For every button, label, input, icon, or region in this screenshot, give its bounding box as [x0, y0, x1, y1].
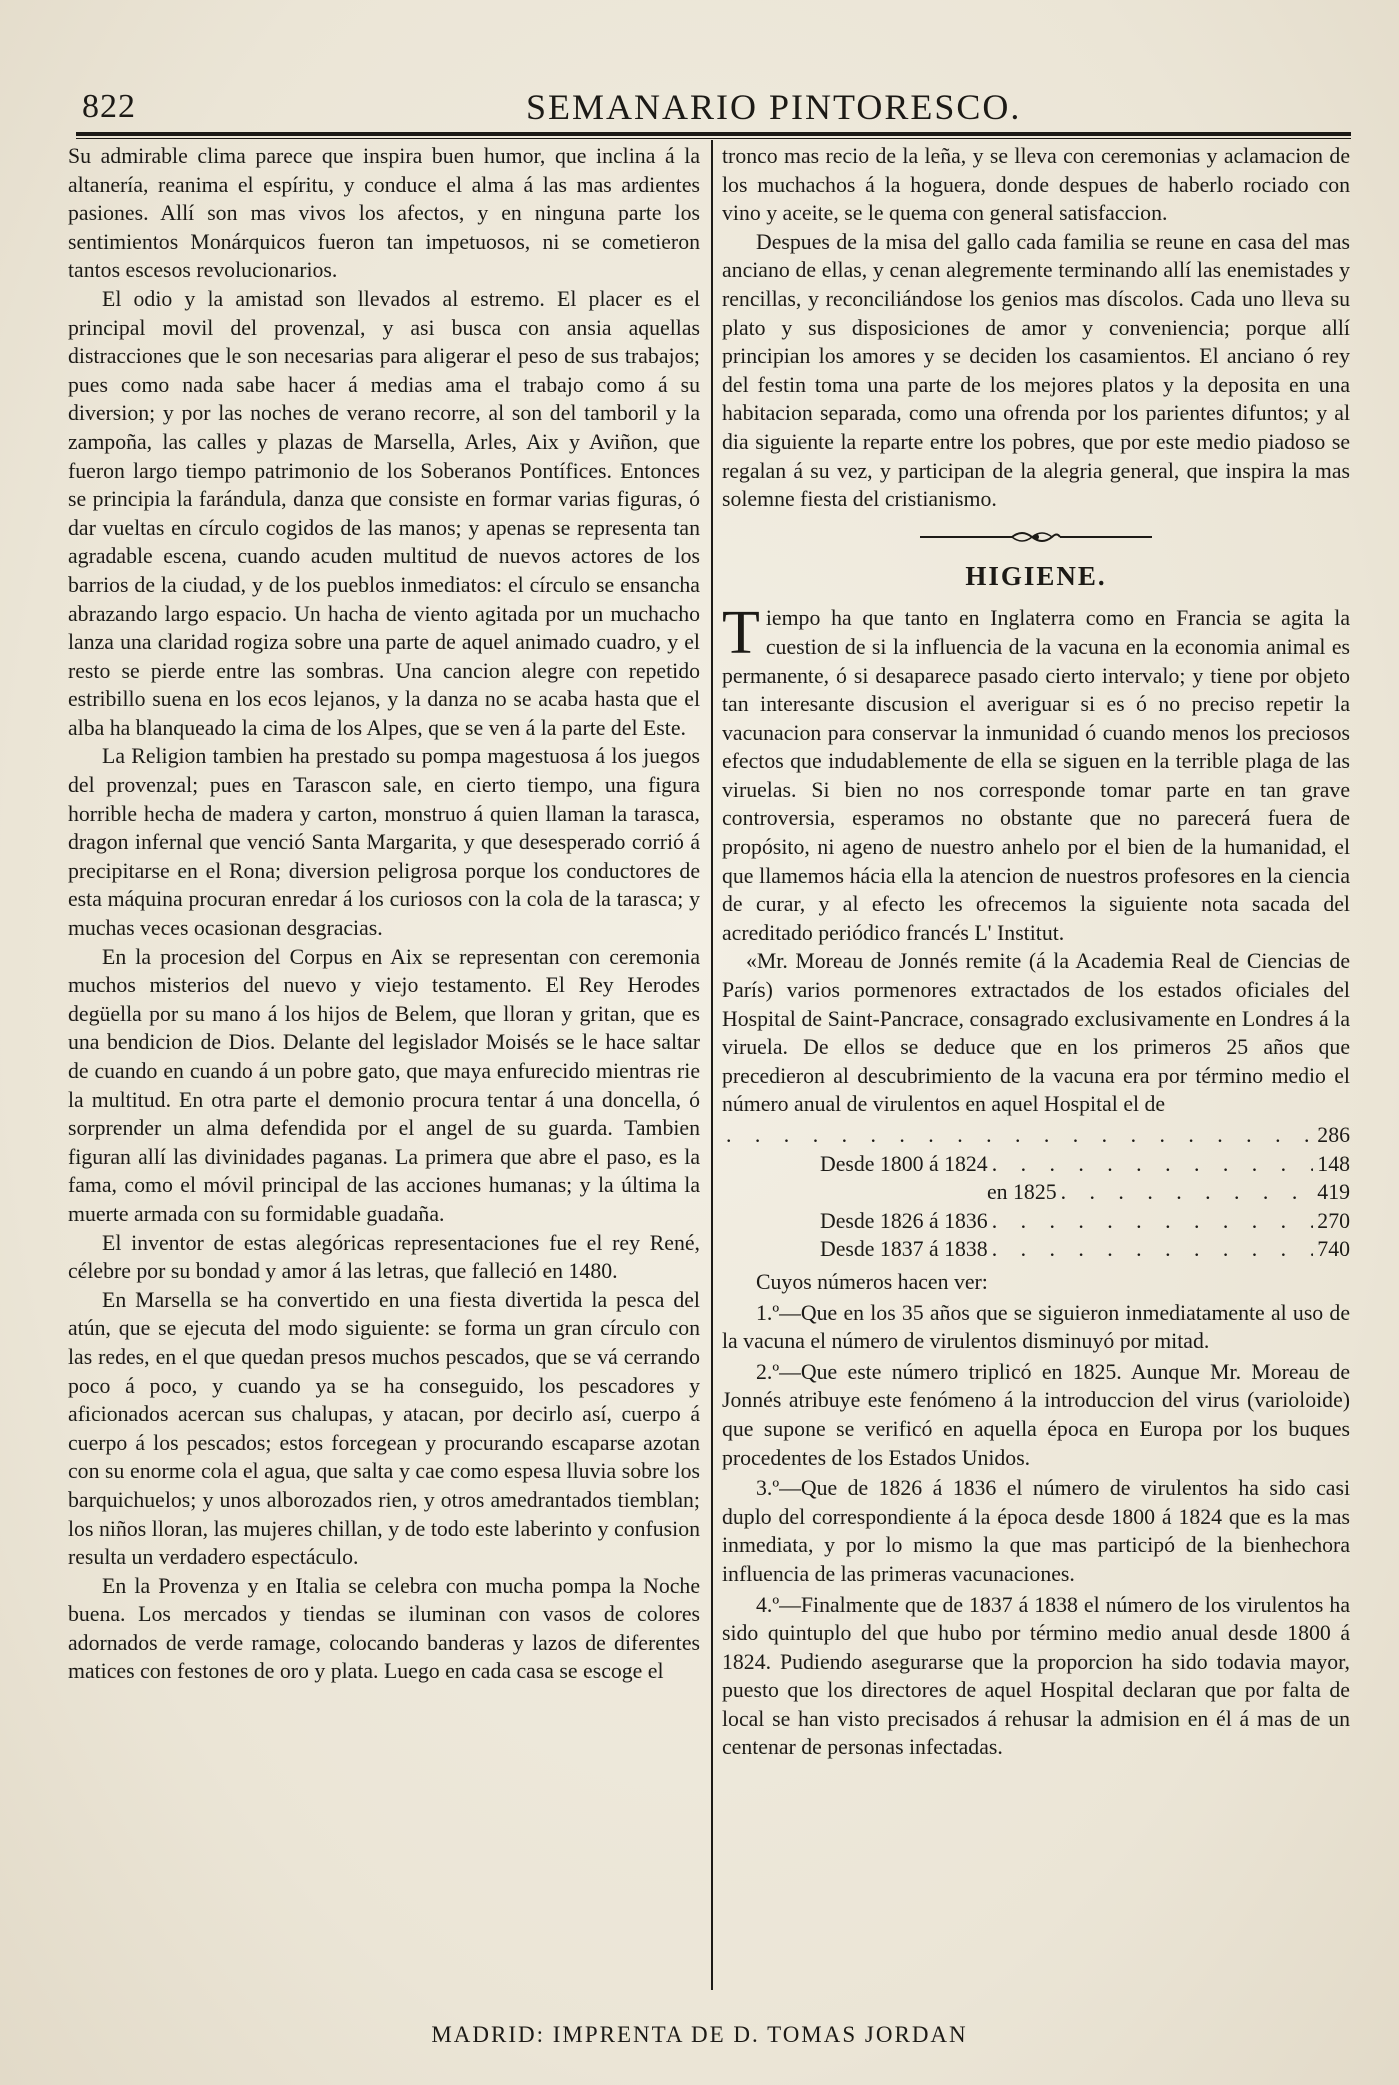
numbered-point: 4.º—Finalmente que de 1837 á 1838 el número de los virulentos ha sido quintuplo del que hubo por término medio anual desde 1800 á 1824. Pudiendo asegurarse que la proporcion ha sido todavia mayor, puesto que los directores de aquel Hospital declaran que por falta de local se han visto precisados á rehusar la admision en él á mas de un centenar de personas infectadas. — [722, 1592, 1350, 1760]
header-rule-thin — [76, 138, 1351, 139]
page-number: 822 — [82, 88, 136, 125]
left-column — [68, 142, 700, 1686]
first-paragraph-text: iempo ha que tanto en Inglaterra como en Francia se agita la cuestion de si la influencia de la vacuna en la economia animal es permanente, ó si desaparece pasado cierto intervalo; y tiene por objeto tan interesante discusion el averiguar si es ó no preciso repetir la vacunacion para conservar la inmunidad ó cuando menos los preciosos efectos que indudablemente de ella se siguen en la terrible plaga de las viruelas. Si bien no nos corresponde tomar parte en tan grave controversia, esperamos no obstante que no parecerá fuera de propósito, ni ageno de nuestro anhelo por el bien de la humanidad, el que llamemos hácia ella la atencion de nuestros profesores en la ciencia de curar, y al efecto les ofrecemos la siguiente nota sacada del acreditado periódico francés L' Institut. — [722, 606, 1350, 945]
stats-row — [722, 1150, 1350, 1179]
stats-value: 286 — [1317, 1123, 1350, 1147]
column-divider — [711, 140, 713, 1990]
imprint-footer: MADRID: IMPRENTA DE D. TOMAS JORDAN — [431, 2022, 968, 2047]
stats-row — [722, 1207, 1350, 1236]
paragraph: En la procesion del Corpus en Aix se representan con ceremonia muchos misterios del nuevo y viejo testamento. El Rey Herodes degüella por su mano á los hijos de Belem, que lloran y gritan, que es una bendicion de Dios. Delante del legislador Moisés se le hace saltar de cuando en cuando á un pobre gato, que maya enfurecido mientras rie la multitud. En otra parte el demonio procura tentar á una doncella, ó sorprender un alma defendida por el angel de su guarda. Tambien figuran allí las divinidades paganas. La primera que abre el paso, es la fama, como el móvil principal de las acciones humanas; y la última la muerte armada con su formidable guadaña. — [68, 944, 700, 1226]
paragraph: Su admirable clima parece que inspira buen humor, que inclina á la altanería, reanima el espíritu, y conduce el alma á las mas ardientes pasiones. Allí son mas vivos los afectos, y en ninguna parte los sentimientos Monárquicos fueron tan impetuosos, ni se cometieron tantos escesos revolucionarios. — [68, 144, 700, 283]
leader-dots — [992, 1235, 1314, 1264]
hygiene-first-paragraph — [722, 599, 1350, 947]
paragraph: En Marsella se ha convertido en una fiesta divertida la pesca del atún, que se ejecuta del modo siguiente: se forma un gran círculo con las redes, en el que quedan presos muchos pescados, que se vá cerrando poco á poco, y cuando ya se ha conseguido, los pescadores y aficionados acercan sus chalupas, y atacan, por decirlo así, cuerpo á cuerpo á los pescados; estos forcegean y procurando escaparse azotan con su enorme cola el agua, que salta y cae como espesa lluvia sobre los barquichuelos; y unos alborozados rien, y otros amedrantados tiemblan; los niños lloran, las mujeres chillan, y de todo este laberinto y confusion resulta un verdadero espectáculo. — [68, 1287, 700, 1570]
leader-dots — [992, 1207, 1314, 1236]
section-title: HIGIENE. — [965, 560, 1107, 591]
numbered-point: 1.º—Que en los 35 años que se siguieron inmediatamente al uso de la vacuna el número de virulentos disminuyó por mitad. — [722, 1300, 1350, 1354]
running-title: SEMANARIO PINTORESCO. — [526, 87, 1022, 127]
paragraph: Despues de la misa del gallo cada familia se reune en casa del mas anciano de ellas, y cenan alegremente terminando allí las enemistades y rencillas, y reconciliándose los genios mas díscolos. Cada uno lleva su plato y sus disposiciones de amor y conveniencia; porque allí principian los amores y se deciden los casamientos. El anciano ó rey del festin toma una parte de los mejores platos y la deposita en una habitacion separada, como una ofrenda por los parientes difuntos; y al dia siguiente la reparte entre los pobres, que por este medio piadoso se regalan á su vez, y participan de la alegria general, que inspira la mas solemne fiesta del cristianismo. — [722, 229, 1350, 512]
dropcap: T — [722, 599, 760, 668]
stats-table — [722, 1121, 1350, 1264]
paragraph: El odio y la amistad son llevados al estremo. El placer es el principal movil del provenzal, y asi busca con ansia aquellas distracciones que le son necesarias para aligerar el peso de sus trabajos; pues como nada sabe hacer á medias ama el trabajo como á su diversion; y por las noches de verano recorre, al son del tamboril y la zampoña, las calles y plazas de Marsella, Arles, Aix y Aviñon, que fueron largo tiempo patrimonio de los Soberanos Pontífices. Entonces se principia la farándula, danza que consiste en formar varias figuras, ó dar vueltas en círculo cogidos de las manos; y apenas se representa tan agradable escena, cuando acuden multitud de nuevos actores de los barrios de la ciudad, y de los pueblos inmediatos: el círculo se ensancha abrazando largo espacio. Un hacha de viento agitada por un muchacho lanza una claridad rogiza sobre una parte de aquel animado cuadro, y el resto se pierde entre las sombras. Una cancion alegre con repetido estribillo suena en los ecos lejanos, y la danza no se acaba hasta que el alba ha blanqueado la cima de los Alpes, que se ven á la parte del Este. — [68, 286, 700, 740]
stats-row — [722, 1121, 1350, 1150]
stats-value: 740 — [1317, 1237, 1350, 1262]
stats-row — [722, 1235, 1350, 1264]
numbered-point: 2.º—Que este número triplicó en 1825. Aunque Mr. Moreau de Jonnés atribuye este fenómeno á la introduccion del virus (varioloide) que supone se verificó en aquella época en Europa por los buques procedentes de los Estados Unidos. — [722, 1359, 1350, 1470]
right-column — [722, 142, 1350, 1762]
stats-value: 148 — [1317, 1151, 1350, 1176]
stats-value: 419 — [1317, 1180, 1350, 1205]
stats-value: 270 — [1317, 1208, 1350, 1233]
paragraph: En la Provenza y en Italia se celebra con mucha pompa la Noche buena. Los mercados y tiendas se iluminan con vasos de colores adornados de verde ramage, colocando banderas y lazos de diferentes matices con festones de oro y plata. Luego en cada casa se escoge el — [68, 1573, 700, 1684]
quote-paragraph: «Mr. Moreau de Jonnés remite (á la Academia Real de Ciencias de París) varios pormenores extractados de los estados oficiales del Hospital de Saint-Pancrace, consagrado exclusivamente en Londres á la viruela. De ellos se deduce que en los primeros 25 años que precedieron al descubrimiento de la vacuna era por término medio el número anual de virulentos en aquel Hospital el de — [722, 949, 1350, 1117]
paragraph: Cuyos números hacen ver: — [756, 1269, 988, 1294]
numbered-point: 3.º—Que de 1826 á 1836 el número de virulentos ha sido casi duplo del correspondiente á la época desde 1800 á 1824 que es la mas inmediata, y por lo mismo la que mas participó de la bienhechora influencia de las primeras vacunaciones. — [722, 1476, 1350, 1586]
leader-dots — [992, 1150, 1314, 1179]
page-header — [76, 84, 1351, 130]
paragraph: La Religion tambien ha prestado su pompa magestuosa á los juegos del provenzal; pues en Tarascon sale, en cierto tiempo, una figura horrible hecha de madera y carton, monstruo á quien llaman la tarasca, dragon infernal que venció Santa Margarita, y que desesperado corrió á precipitarse en el Rona; diversion peligrosa porque los conductores de esta máquina procuran enredar á los curiosos con la cola de la tarasca; y muchas veces ocasionan desgracias. — [68, 744, 700, 941]
paragraph: tronco mas recio de la leña, y se lleva con ceremonias y aclamacion de los muchachos á la hoguera, donde despues de haberlo rociado con vino y aceite, se le quema con general satisfaccion. — [722, 144, 1350, 226]
stats-label: Desde 1826 á 1836 — [820, 1208, 988, 1233]
header-rule — [76, 132, 1351, 136]
leader-dots — [1061, 1178, 1314, 1207]
paragraph: El inventor de estas alegóricas representaciones fue el rey René, célebre por su bondad y amor á las letras, que falleció en 1480. — [68, 1230, 700, 1284]
stats-label: en 1825 — [987, 1180, 1057, 1205]
stats-label: Desde 1837 á 1838 — [820, 1237, 988, 1262]
leader-dots — [726, 1121, 1313, 1150]
ornament-divider — [916, 528, 1156, 546]
stats-label: Desde 1800 á 1824 — [820, 1151, 988, 1176]
stats-row — [722, 1178, 1350, 1207]
